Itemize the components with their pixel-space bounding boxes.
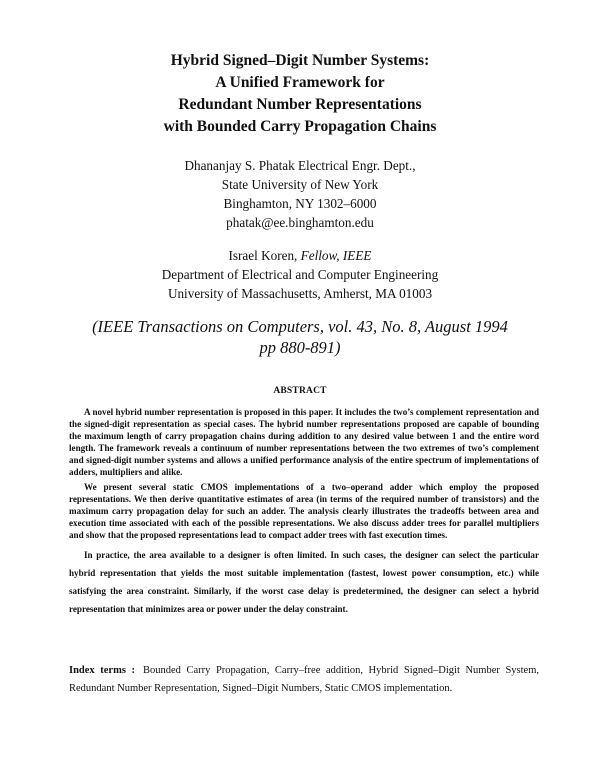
author-1-name-dept: Dhananjay S. Phatak Electrical Engr. Dept.,: [184, 158, 416, 173]
author-2-department: Department of Electrical and Computer Engineering: [161, 267, 439, 282]
author-2-title: Fellow, IEEE: [300, 248, 372, 263]
paper-title: [0, 50, 600, 138]
title-line-1: Hybrid Signed–Digit Number Systems:: [170, 52, 430, 69]
citation-line-2: pp 880-891): [259, 338, 341, 357]
author-2-block: [0, 246, 600, 303]
author-2-affiliation: University of Massachusetts, Amherst, MA 01003: [167, 286, 433, 301]
title-line-2: A Unified Framework for: [215, 74, 385, 91]
author-1-university: State University of New York: [221, 177, 379, 192]
abstract-paragraph-3: In practice, the area available to a designer is often limited. In such cases, the designer can select the particular hybrid representation that yields the most suitable implementation (fastest, lowest power consumption, etc.) while satisfying the area constraint. Similarly, if the worst case delay is predetermined, the designer can select a hybrid representation that minimizes area or power under the delay constraint.: [69, 549, 539, 614]
author-1-email: phatak@ee.binghamton.edu: [226, 215, 374, 230]
index-terms-text: Bounded Carry Propagation, Carry–free addition, Hybrid Signed–Digit Number System, Redundant Number Representation, Signed–Digit Numbers, Static CMOS implementation.: [69, 665, 539, 694]
author-1-block: [0, 156, 600, 232]
citation-line-1: (IEEE Transactions on Computers, vol. 43, No. 8, August 1994: [92, 317, 508, 336]
journal-citation: [0, 316, 600, 358]
author-1-address: Binghamton, NY 1302–6000: [223, 196, 377, 211]
abstract-heading: ABSTRACT: [273, 386, 327, 396]
abstract-paragraph-2: We present several static CMOS implementations of a two–operand adder which employ the proposed representations. We then derive quantitative estimates of area (in terms of the required number of transistors) and the maximum carry propagation delay for such an adder. The analysis clearly illustrates the tradeoffs between area and execution time associated with each of the possible representations. We also discuss adder trees for parallel multipliers and show that the proposed representations lead to compact adder trees with fast execution times.: [69, 482, 539, 541]
title-line-3: Redundant Number Representations: [178, 96, 422, 113]
abstract-paragraph-1: A novel hybrid number representation is proposed in this paper. It includes the two’s complement representation and the signed-digit representation as special cases. The hybrid number representations proposed are capable of bounding the maximum length of carry propagation chains during addition to any desired value between 1 and the entire word length. The framework reveals a continuum of number representations between the two extremes of two’s complement and signed-digit number systems and allows a unified performance analysis of the entire spectrum of implementations of adders, multipliers and alike.: [69, 407, 539, 477]
author-2-name: Israel Koren,: [228, 248, 301, 263]
author-2-name-line: [0, 246, 600, 265]
index-terms: [69, 662, 539, 698]
index-terms-label: Index terms :: [69, 665, 135, 676]
abstract-body: [69, 407, 539, 622]
title-line-4: with Bounded Carry Propagation Chains: [163, 118, 437, 135]
